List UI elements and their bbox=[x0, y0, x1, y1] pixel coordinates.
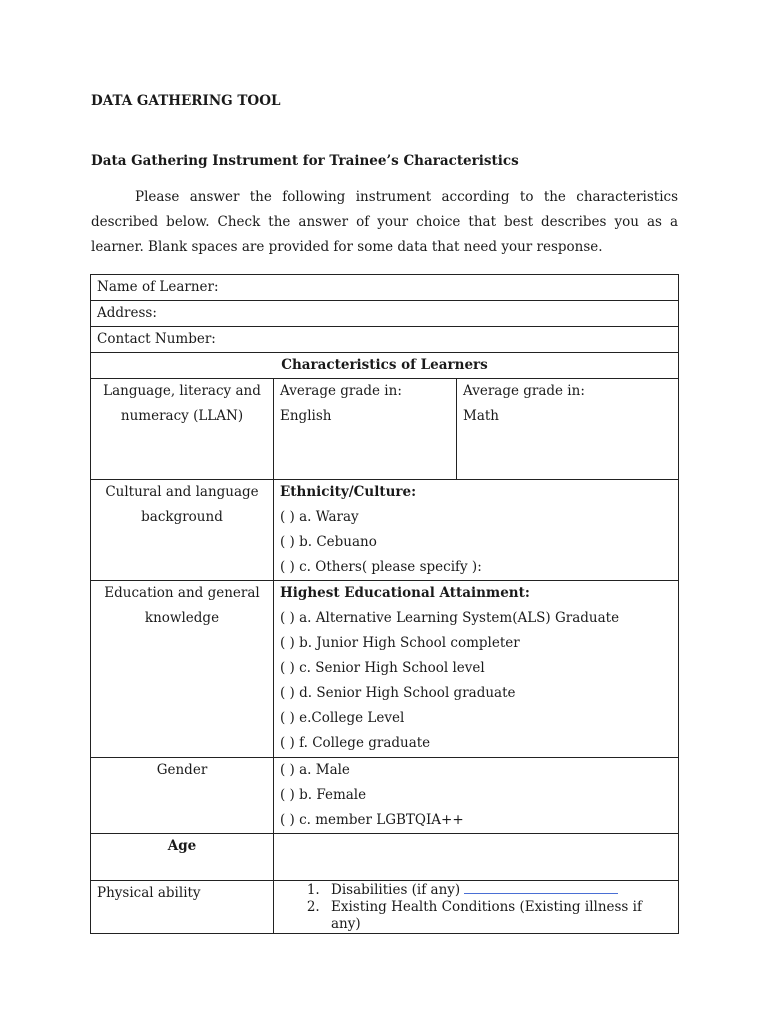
address-cell[interactable]: Address: bbox=[91, 301, 679, 327]
contact-number-cell[interactable]: Contact Number: bbox=[91, 327, 679, 353]
intro-paragraph bbox=[91, 185, 678, 260]
ethnicity-cell bbox=[274, 480, 679, 581]
health-conditions-item bbox=[324, 899, 672, 933]
disabilities-item bbox=[324, 881, 672, 899]
physical-ability-list bbox=[280, 881, 672, 933]
education-option-jhs-completer[interactable]: ( ) b. Junior High School completer bbox=[280, 635, 520, 651]
llan-label-text: Language, literacy and numeracy (LLAN) bbox=[103, 383, 261, 424]
education-cell bbox=[274, 581, 679, 758]
health-conditions-text: Existing Health Conditions (Existing illness if any) bbox=[331, 899, 642, 932]
section-header: Characteristics of Learners bbox=[91, 353, 679, 379]
disabilities-blank-line[interactable] bbox=[464, 881, 618, 894]
document-subtitle: Data Gathering Instrument for Trainee’s Characteristics bbox=[91, 153, 519, 169]
ethnicity-option-waray[interactable]: ( ) a. Waray bbox=[280, 509, 359, 525]
math-grade-cell[interactable] bbox=[457, 379, 679, 480]
gender-label: Gender bbox=[91, 758, 274, 834]
education-option-college-graduate[interactable]: ( ) f. College graduate bbox=[280, 735, 431, 751]
education-option-als[interactable]: ( ) a. Alternative Learning System(ALS) Graduate bbox=[280, 610, 620, 626]
name-of-learner-cell[interactable]: Name of Learner: bbox=[91, 275, 679, 301]
gender-option-lgbtqia[interactable]: ( ) c. member LGBTQIA++ bbox=[280, 812, 464, 828]
disabilities-text: Disabilities (if any) bbox=[331, 882, 461, 898]
english-grade-heading: Average grade in: bbox=[280, 383, 402, 399]
english-grade-cell[interactable] bbox=[274, 379, 457, 480]
age-cell[interactable] bbox=[274, 834, 679, 881]
ethnicity-option-others[interactable]: ( ) c. Others( please specify ): bbox=[280, 559, 482, 575]
education-option-college-level[interactable]: ( ) e.College Level bbox=[280, 710, 405, 726]
ethnicity-heading: Ethnicity/Culture: bbox=[280, 484, 417, 500]
math-grade-heading: Average grade in: bbox=[463, 383, 585, 399]
gender-cell bbox=[274, 758, 679, 834]
education-heading: Highest Educational Attainment: bbox=[280, 585, 530, 601]
document-title: DATA GATHERING TOOL bbox=[91, 93, 281, 109]
physical-ability-cell bbox=[274, 881, 679, 934]
llan-label bbox=[91, 379, 274, 480]
gender-option-female[interactable]: ( ) b. Female bbox=[280, 787, 367, 803]
physical-ability-label: Physical ability bbox=[91, 881, 274, 934]
cultural-label bbox=[91, 480, 274, 581]
learner-characteristics-table bbox=[90, 274, 679, 934]
intro-text: Please answer the following instrument according to the characteristics described below. Check the answer of your choice that best describes you as a learner. Blank spaces are provided for some data that need your response. bbox=[91, 189, 678, 255]
math-subject: Math bbox=[463, 408, 499, 424]
gender-option-male[interactable]: ( ) a. Male bbox=[280, 762, 350, 778]
ethnicity-option-cebuano[interactable]: ( ) b. Cebuano bbox=[280, 534, 377, 550]
education-option-shs-level[interactable]: ( ) c. Senior High School level bbox=[280, 660, 485, 676]
education-label bbox=[91, 581, 274, 758]
age-label: Age bbox=[91, 834, 274, 881]
education-option-shs-graduate[interactable]: ( ) d. Senior High School graduate bbox=[280, 685, 516, 701]
english-subject: English bbox=[280, 408, 332, 424]
cultural-label-text: Cultural and language background bbox=[105, 484, 259, 525]
education-label-text: Education and general knowledge bbox=[104, 585, 260, 626]
